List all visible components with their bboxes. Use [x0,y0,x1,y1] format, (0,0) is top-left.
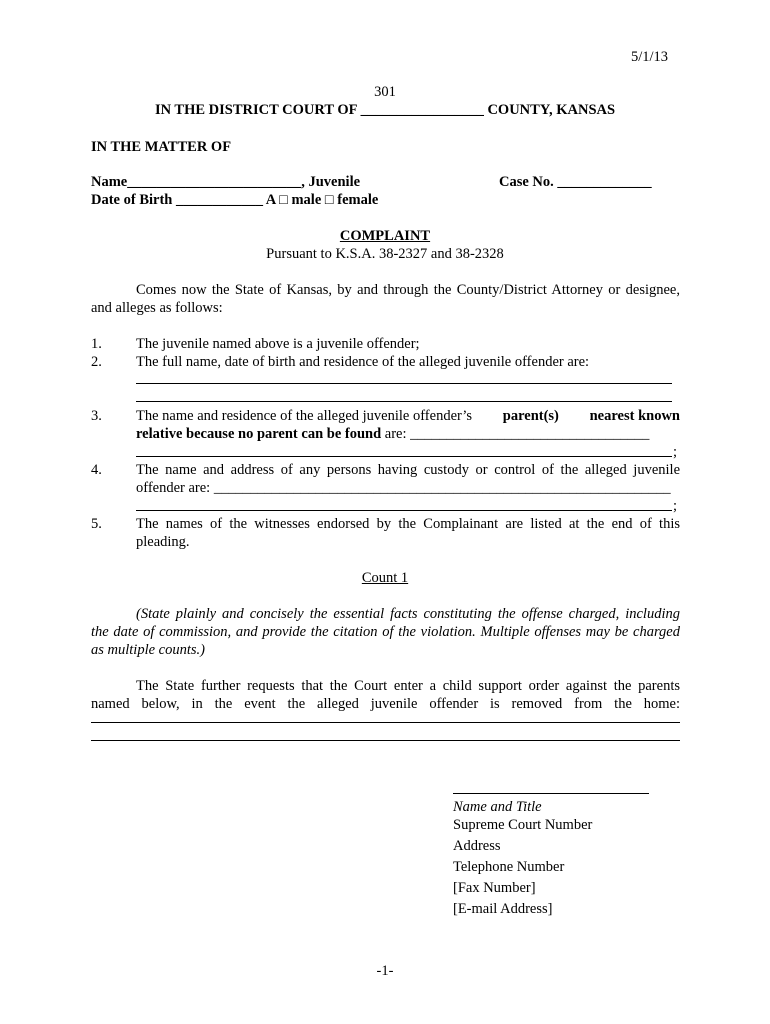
item-text: The full name, date of birth and residence of the alleged juvenile offender are: [136,354,590,370]
support-line-1: The State further requests that the Court enter a child support order against the parents [136,678,680,694]
signature-telephone: Telephone Number [453,859,565,875]
signature-name-title: Name and Title [453,799,542,815]
document-date: 5/1/13 [630,49,668,65]
count-instruction-1: (State plainly and concisely the essential facts constituting the offense charged, including [136,606,680,622]
item-text-blank[interactable]: offender are: _______________________________________________________________ [136,480,671,496]
fill-in-line[interactable] [136,510,672,511]
matter-label: IN THE MATTER OF [91,139,232,155]
signature-address: Address [453,838,501,854]
court-heading: IN THE DISTRICT COURT OF _________________ COUNTY, KANSAS [154,102,616,118]
signature-court-number: Supreme Court Number [453,817,593,833]
semicolon: ; [673,444,678,460]
complaint-subtitle: Pursuant to K.S.A. 38-2327 and 38-2328 [266,246,504,262]
complaint-title: COMPLAINT [339,228,431,244]
count-instruction-2: the date of commission, and provide the citation of the violation. Multiple offenses may be charged [91,624,680,640]
item-number: 1. [91,336,102,352]
item-number: 4. [91,462,102,478]
item-3-line-1 [136,407,680,425]
juvenile-name-field[interactable]: Name________________________, Juvenile [91,174,361,190]
fill-in-line[interactable] [136,456,672,457]
item-3-line-2[interactable] [136,425,680,443]
intro-line-1: Comes now the State of Kansas, by and through the County/District Attorney or designee, [136,282,680,298]
semicolon: ; [673,498,678,514]
item-number: 5. [91,516,102,532]
page-number: -1- [376,963,394,979]
form-number: 301 [374,84,396,100]
item-text: The name and residence of the alleged juvenile offender’s [136,408,473,424]
item-text: The juvenile named above is a juvenile offender; [136,336,420,352]
count-heading: Count 1 [361,570,409,586]
intro-line-2: and alleges as follows: [91,300,223,316]
fill-in-line[interactable] [91,722,680,723]
item-text: are: _________________________________ [384,426,650,442]
item-text: pleading. [136,534,190,550]
relative-clause: relative because no parent can be found [136,426,382,442]
fill-in-line[interactable] [91,740,680,741]
nearest-relative-option: nearest known [589,408,680,424]
date-of-birth-field[interactable]: Date of Birth ____________ A □ male □ female [91,192,379,208]
item-number: 3. [91,408,102,424]
fill-in-line[interactable] [136,401,672,402]
signature-email: [E-mail Address] [453,901,553,917]
support-line-2: named below, in the event the alleged juvenile offender is removed from the home: [91,696,680,712]
case-number-field[interactable]: Case No. _____________ [499,174,652,190]
item-text: The names of the witnesses endorsed by the Complainant are listed at the end of this [136,516,680,532]
signature-line[interactable] [453,793,649,794]
item-text: The name and address of any persons having custody or control of the alleged juvenile [136,462,680,478]
item-number: 2. [91,354,102,370]
fill-in-line[interactable] [136,383,672,384]
signature-fax: [Fax Number] [453,880,536,896]
parents-option: parent(s) [502,408,559,424]
count-instruction-3: as multiple counts.) [91,642,205,658]
